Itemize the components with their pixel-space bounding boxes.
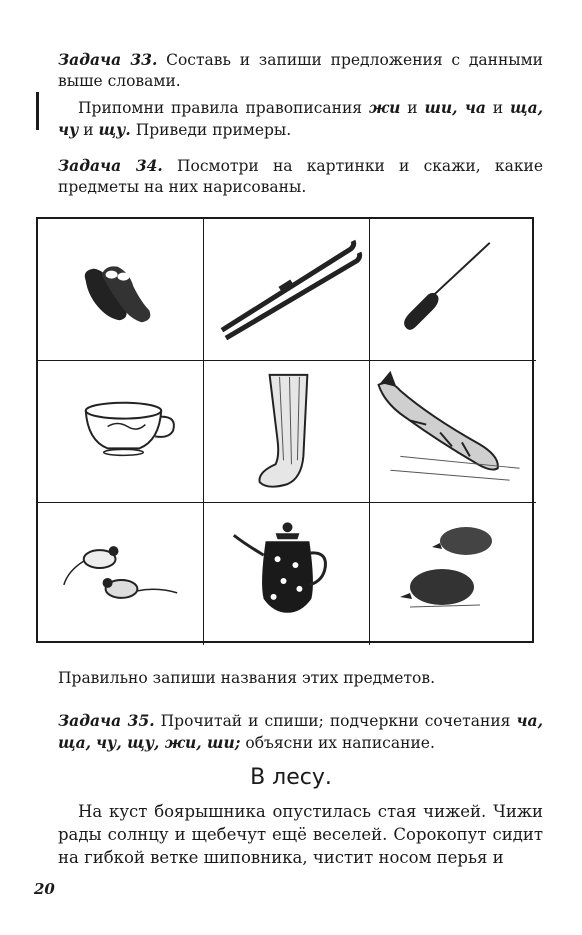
- syllable-shi-cha: ши, ча: [424, 98, 486, 117]
- story-body: На куст боярышника опустилась стая чижей. Чижи рады солнцу и щебечут ещё веселей. Сорокопут сидит на гибкой ветке шиповника, чистит носом перья и: [58, 802, 543, 867]
- task-34-text: Посмотри на картинки и скажи, какие предметы на них нарисованы.: [58, 157, 544, 196]
- teapot-icon: [204, 503, 369, 645]
- picture-cell: [370, 219, 536, 361]
- picture-cell: [204, 219, 370, 361]
- picture-cell: [38, 219, 204, 361]
- picture-cell: [204, 361, 370, 503]
- instruction-text: Правильно запиши названия этих предметов.: [58, 669, 436, 687]
- awl-icon: [370, 219, 536, 360]
- skis-icon: [204, 219, 369, 360]
- task-35-combos: чу, щу, жи, ши;: [95, 733, 241, 752]
- syllable-shchu: щу.: [98, 120, 131, 139]
- picture-cell: [370, 361, 536, 503]
- reminder-and: и: [400, 99, 425, 117]
- picture-cell: [204, 503, 370, 645]
- reminder: [58, 97, 543, 141]
- task-35-combos: ча, ща,: [58, 711, 543, 752]
- margin-rule: [36, 92, 39, 130]
- task-33: [58, 49, 543, 92]
- task-34: [58, 155, 543, 198]
- task-35-label: Задача 35.: [58, 711, 155, 730]
- picture-cell: [38, 361, 204, 503]
- hedgehogs-icon: [370, 503, 536, 645]
- picture-cell: [38, 503, 204, 645]
- cup-icon: [38, 361, 203, 502]
- picture-grid: [36, 217, 534, 643]
- syllable-shcha: ща,: [510, 98, 544, 117]
- page-number: 20: [34, 880, 55, 898]
- task-33-label: Задача 33.: [58, 50, 158, 69]
- reminder-and: и: [78, 121, 99, 139]
- reminder-text-end: Приведи примеры.: [130, 121, 292, 139]
- mice-icon: [38, 503, 203, 645]
- task-35: [58, 710, 543, 754]
- reminder-text: Припомни правила правописания: [78, 99, 369, 117]
- pike-fish-icon: [370, 361, 536, 502]
- reminder-and: и: [485, 99, 510, 117]
- instruction: [58, 668, 543, 689]
- task-34-label: Задача 34.: [58, 156, 163, 175]
- story-title: В лесу.: [250, 765, 332, 790]
- stocking-icon: [204, 361, 369, 502]
- syllable-zhi: жи: [368, 98, 401, 117]
- task-33-text: Составь и запиши предложения с данными выше словами.: [58, 51, 544, 90]
- syllable-chu: чу: [58, 120, 79, 139]
- picture-cell: [370, 503, 536, 645]
- shoes-icon: [38, 219, 203, 360]
- task-35-text-end: объясни их написание.: [240, 734, 435, 752]
- task-35-text: Прочитай и спиши; подчеркни сочетания: [154, 712, 517, 730]
